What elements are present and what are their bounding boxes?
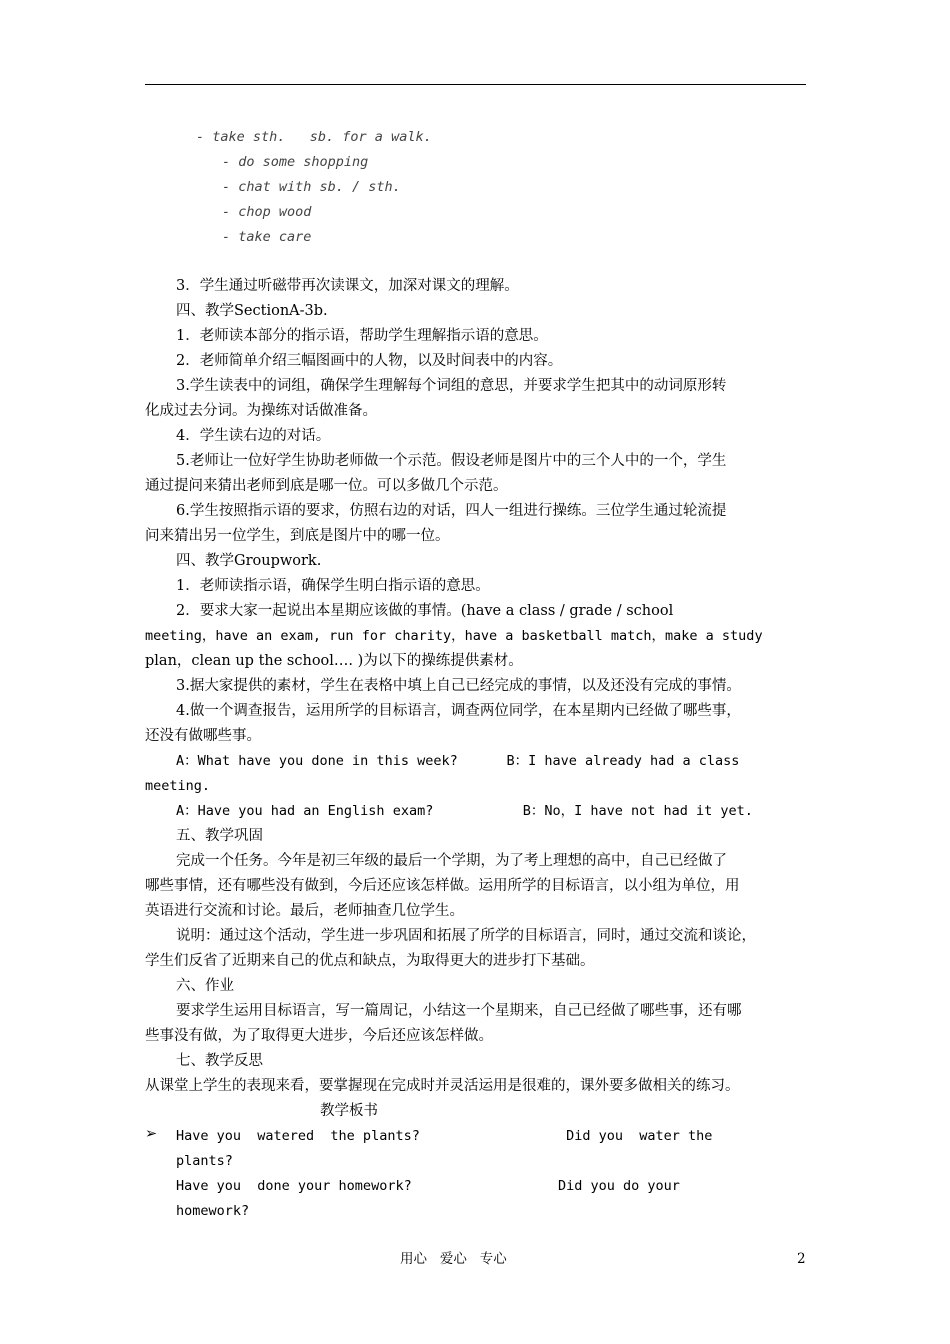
bullet-icon: ➢	[145, 1126, 158, 1142]
paragraph-line: 还没有做哪些事。	[145, 728, 261, 744]
header-rule	[145, 84, 806, 85]
paragraph-line: 3.学生读表中的词组，确保学生理解每个词组的意思，并要求学生把其中的动词原形转	[176, 378, 727, 394]
phrase-item: - take care	[222, 229, 312, 245]
board-title: 教学板书	[320, 1103, 378, 1119]
phrase-item: - do some shopping	[222, 154, 369, 170]
section-heading: 四、教学SectionA-3b.	[176, 303, 328, 319]
section-heading: 七、教学反思	[176, 1053, 263, 1069]
board-line: Have you done your homework? Did you do your	[176, 1178, 680, 1194]
paragraph-line: 4.做一个调查报告，运用所学的目标语言，调查两位同学，在本星期内已经做了哪些事，	[176, 703, 741, 719]
paragraph-line: 哪些事情，还有哪些没有做到，今后还应该怎样做。运用所学的目标语言，以小组为单位，用	[145, 878, 740, 894]
paragraph-line: 3．学生通过听磁带再次读课文，加深对课文的理解。	[176, 278, 519, 294]
footer-motto: 用心 爱心 专心	[400, 1251, 507, 1267]
board-line: Have you watered the plants? Did you water the	[176, 1128, 713, 1144]
paragraph-line: 从课堂上学生的表现来看，要掌握现在完成时并灵活运用是很难的，课外要多做相关的练习。	[145, 1078, 740, 1094]
phrase-item: - chat with sb. / sth.	[222, 179, 401, 195]
paragraph-line: 些事没有做，为了取得更大进步，今后还应该怎样做。	[145, 1028, 493, 1044]
paragraph-line: 问来猜出另一位学生，到底是图片中的哪一位。	[145, 528, 450, 544]
paragraph-line: plan，clean up the school…. )为以下的操练提供素材。	[145, 653, 523, 669]
paragraph-line: 2．要求大家一起说出本星期应该做的事情。(have a class / grade / school	[176, 603, 674, 619]
phrase-item: - chop wood	[222, 204, 312, 220]
dialogue-line: A：Have you had an English exam? B：No，I have not had it yet.	[176, 803, 753, 819]
paragraph-line: 化成过去分词。为操练对话做准备。	[145, 403, 377, 419]
paragraph-line: 要求学生运用目标语言，写一篇周记，小结这一个星期来，自己已经做了哪些事，还有哪	[176, 1003, 742, 1019]
paragraph-line: 2．老师简单介绍三幅图画中的人物，以及时间表中的内容。	[176, 353, 563, 369]
paragraph-line: 4．学生读右边的对话。	[176, 428, 331, 444]
board-line: plants?	[176, 1153, 233, 1169]
paragraph-line: 3.据大家提供的素材，学生在表格中填上自己已经完成的事情，以及还没有完成的事情。	[176, 678, 741, 694]
paragraph-line: meeting，have an exam, run for charity，have a basketball match，make a study	[145, 628, 763, 644]
paragraph-line: 5.老师让一位好学生协助老师做一个示范。假设老师是图片中的三个人中的一个，学生	[176, 453, 727, 469]
dialogue-line: A：What have you done in this week? B：I have already had a class	[176, 753, 740, 769]
phrase-item: - take sth. sb. for a walk.	[196, 129, 432, 145]
paragraph-line: 1．老师读本部分的指示语，帮助学生理解指示语的意思。	[176, 328, 548, 344]
dialogue-line: meeting.	[145, 778, 211, 794]
section-heading: 五、教学巩固	[176, 828, 263, 844]
paragraph-line: 说明：通过这个活动，学生进一步巩固和拓展了所学的目标语言，同时，通过交流和谈论，	[176, 928, 756, 944]
paragraph-line: 学生们反省了近期来自己的优点和缺点，为取得更大的进步打下基础。	[145, 953, 595, 969]
section-heading: 六、作业	[176, 978, 234, 994]
board-line: homework?	[176, 1203, 250, 1219]
page-number: 2	[797, 1251, 806, 1267]
paragraph-line: 英语进行交流和讨论。最后，老师抽查几位学生。	[145, 903, 464, 919]
paragraph-line: 通过提问来猜出老师到底是哪一位。可以多做几个示范。	[145, 478, 508, 494]
paragraph-line: 完成一个任务。今年是初三年级的最后一个学期，为了考上理想的高中，自己已经做了	[176, 853, 727, 869]
section-heading: 四、教学Groupwork.	[176, 553, 322, 569]
paragraph-line: 1．老师读指示语，确保学生明白指示语的意思。	[176, 578, 490, 594]
paragraph-line: 6.学生按照指示语的要求，仿照右边的对话，四人一组进行操练。三位学生通过轮流提	[176, 503, 727, 519]
